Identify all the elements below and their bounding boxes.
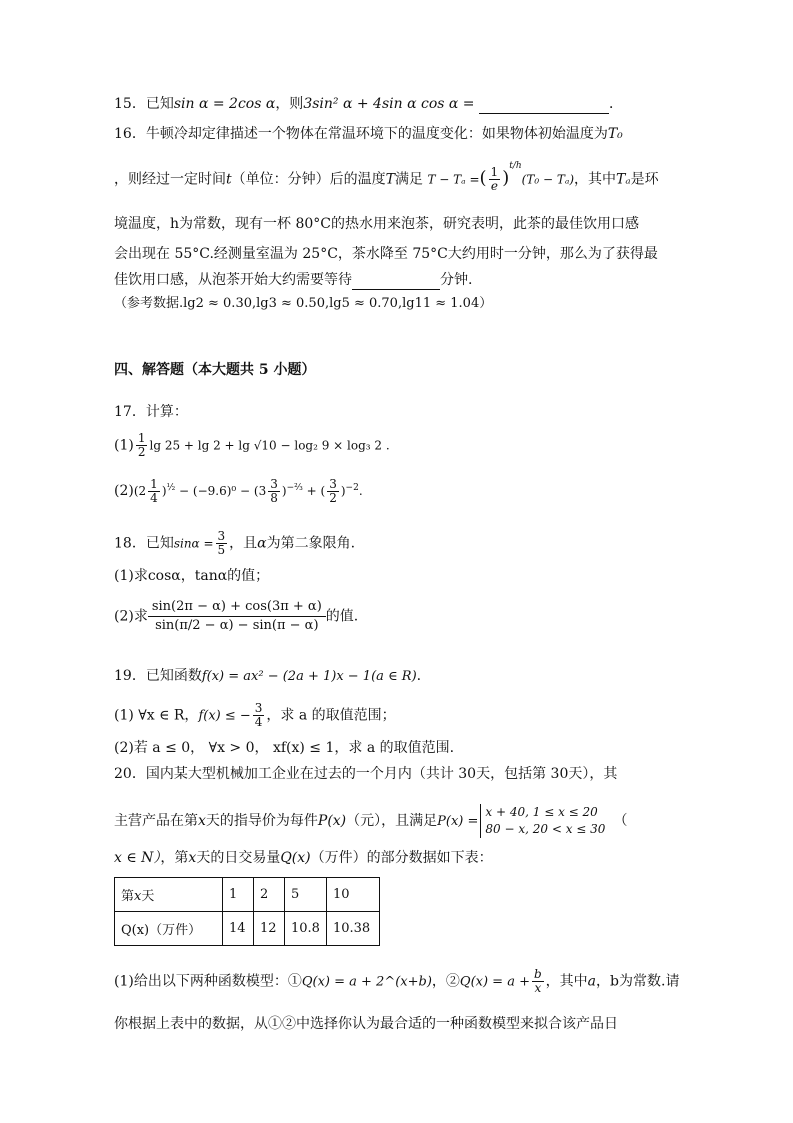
q17-p2-frac1-num: 1 [150, 477, 158, 491]
q20-line3-b: ，第 [160, 850, 189, 866]
q16-T: T [385, 171, 395, 188]
question-17 [114, 402, 188, 422]
table-cell: 14 [223, 912, 254, 946]
q19-p1-expr: f(x) ≤ − [198, 708, 251, 724]
question-20-line2 [114, 804, 627, 838]
q19-part2: (2)若 a ≤ 0， ∀x > 0， xf(x) ≤ 1，求 a 的取值范围. [114, 740, 455, 756]
table-cell: 1 [223, 878, 254, 912]
q18-p2-end: 的值. [325, 608, 359, 625]
q18-part2 [114, 598, 358, 635]
q17-p2-label: (2) [114, 483, 134, 499]
q16-answer-blank [352, 275, 440, 290]
q18-frac-num: 3 [217, 529, 226, 543]
q18-frac-den: 5 [217, 543, 226, 557]
q17-p2-frac1-den: 4 [150, 491, 158, 505]
table-header-day-a: 第 [121, 889, 135, 904]
q16-formula-lhs: T − Tₐ = [427, 172, 480, 187]
q17-p1-frac-num: 1 [137, 431, 146, 445]
q16-T0: T₀ [607, 126, 623, 142]
q16-formula-frac [489, 166, 501, 193]
q20-model1: Q(x) = a + 2^(x+b) [301, 974, 432, 990]
q17-p2-exp3: −2 [345, 483, 359, 493]
question-16-line2: ，则经过一定时间t（单位：分钟）后的温度T满足 T − Tₐ =( $\frac{1}{e}$ )$^{t/h}$(T₀ − Tₐ)，其中Tₐ是环 [114, 161, 659, 194]
q18-number: 18． [114, 535, 146, 552]
q16-formula-exp: t/h [509, 161, 522, 171]
q20-alpha: a [587, 973, 597, 990]
q17-p2-frac3 [327, 478, 339, 505]
q15-expr1: sin α = 2cos α [173, 96, 276, 112]
table-header-q: Q(x)（万件） [115, 912, 223, 946]
question-16-line5 [114, 270, 472, 290]
question-19 [114, 666, 421, 687]
q19-part1 [114, 702, 396, 729]
q20-Px: P(x) [317, 813, 347, 829]
q17-part1 [114, 432, 390, 459]
q20-x-2: x [188, 850, 197, 866]
q17-p2-frac3-num: 3 [329, 477, 337, 491]
q17-p2-exp2: −⅔ [286, 483, 303, 493]
q17-part2 [114, 478, 363, 505]
q17-p2-frac2-den: 8 [270, 491, 278, 505]
q16-line5-b: 分钟. [440, 272, 473, 288]
question-20-line1 [114, 764, 617, 784]
q20-case2: 80 − x, 20 < x ≤ 30 [485, 822, 606, 836]
q16-t: t [226, 171, 232, 188]
table-cell: 2 [254, 878, 285, 912]
q20-line2-c: （元），且满足 [346, 813, 438, 829]
q20-Px-eq: P(x) = [437, 814, 479, 829]
q20-p1-b: ，其中 [545, 973, 588, 990]
q18-p2-frac [148, 598, 326, 635]
q16-line1: 牛顿冷却定律描述一个物体在常温环境下的温度变化：如果物体初始温度为 [145, 126, 608, 142]
question-16-line4: 会出现在 55°C.经测量室温为 25°C，茶水降至 75°C大约用时一分钟，那么为了获得最 [114, 246, 658, 262]
q16-Ta: Tₐ [616, 171, 631, 188]
q20-line1: 国内某大型机械加工企业在过去的一个月内（共计 30天，包括第 30天），其 [145, 766, 618, 782]
q17-p1-label: (1) [114, 437, 134, 454]
q17-p2-frac2 [268, 478, 280, 505]
q20-line2-b: 天的指导价为每件 [205, 813, 318, 829]
q20-model2-frac [532, 968, 544, 995]
q20-model2-num: b [533, 967, 542, 981]
q19-p1-frac-num: 3 [254, 701, 263, 715]
q18-text-c: 为第二象限角. [266, 535, 356, 552]
q19-p1-frac [253, 702, 265, 729]
q20-line2-a: 主营产品在第 [114, 813, 198, 829]
q20-model2-den: x [534, 981, 542, 995]
q17-p1-frac [136, 432, 148, 459]
table-header-day-x: x [134, 889, 142, 904]
q17-p1-frac-den: 2 [137, 445, 146, 459]
q17-number: 17． [114, 404, 146, 420]
q20-x: x [198, 813, 206, 829]
q18-frac [216, 530, 228, 557]
q20-line3-a: x ∈ N） [114, 850, 161, 866]
q17-p2-part1: (2 [133, 484, 147, 498]
q20-paren-open: （ [613, 813, 628, 829]
question-18 [114, 530, 355, 557]
q20-p1-a: (1)给出以下两种函数模型： [114, 973, 288, 990]
q17-p2-frac3-den: 2 [329, 491, 337, 505]
q17-p1-expr: lg 25 + lg 2 + lg √10 − log₂ 9 × log₃ 2 . [149, 438, 390, 453]
q19-p1-a: (1) ∀x ∈ R， [114, 707, 199, 724]
q20-line3-c: 天的日交易量 [196, 850, 281, 866]
q15-answer-blank [479, 99, 609, 114]
q19-p1-frac-den: 4 [254, 715, 263, 729]
q16-number: 16． [114, 126, 146, 142]
q16-line2-b: （单位：分钟）后的温度 [231, 171, 386, 188]
q20-part1-line2: 你根据上表中的数据，从①②中选择你认为最合适的一种函数模型来拟合该产品日 [114, 1016, 618, 1032]
q15-text-a: 已知 [145, 96, 174, 112]
q16-frac-num: 1 [490, 165, 499, 180]
q18-text-b: ，且 [229, 535, 258, 552]
table-header-day-b: 天 [141, 889, 155, 904]
q16-frac-den: e [490, 179, 498, 194]
q18-sin-expr: sinα = [173, 536, 214, 551]
q17-p2-formula: (2 $\frac{1}{4}$ )$^{\frac{1}{2}}$ − (−9.6)⁰ − (3 $\frac{3}{8}$ )$^{-\frac{2}{3}}$ + ( $\frac{3}{2}$ )$^{-2}$. [133, 477, 363, 505]
q15-expr2: 3sin² α + 4sin α cos α = [303, 96, 475, 112]
q18-part1: (1)求cosα，tanα的值； [114, 568, 270, 584]
q20-model2-a: Q(x) = a + [459, 974, 530, 990]
q15-number: 15． [114, 96, 146, 112]
q16-line2-a: ，则经过一定时间 [114, 171, 226, 188]
q17-p2-frac2-num: 3 [270, 477, 278, 491]
q17-p2-frac1 [148, 478, 160, 505]
table-cell: 10.8 [285, 912, 327, 946]
q16-formula-rhs: (T₀ − Tₐ) [521, 172, 575, 187]
q20-model2-mark: ，② [431, 973, 460, 990]
q19-end: . [416, 668, 422, 684]
q16-reference: （参考数据.lg2 ≈ 0.30,lg3 ≈ 0.50,lg5 ≈ 0.70,lg11 ≈ 1.04） [114, 296, 493, 311]
table-header-day [115, 878, 223, 912]
q17-title: 计算： [145, 404, 188, 420]
q16-line2-d: ，其中 [574, 171, 617, 188]
q20-model1-mark: ① [287, 973, 302, 990]
section-4-title: 四、解答题（本大题共 5 小题） [114, 362, 316, 378]
table-cell: 10 [326, 878, 379, 912]
q20-case1: x + 40, 1 ≤ x ≤ 20 [485, 805, 598, 819]
question-16-line1 [114, 124, 623, 144]
q20-Qx: Q(x) [280, 850, 311, 866]
q19-func: f(x) = ax² − (2a + 1)x − 1(a ∈ R) [201, 669, 417, 684]
q16-line2-e: 是环 [630, 171, 659, 188]
q17-p2-exp1: ½ [166, 483, 176, 493]
q20-line3-d: （万件）的部分数据如下表： [310, 850, 493, 866]
q20-part1-line1 [114, 968, 679, 995]
q15-end: ． [608, 96, 623, 112]
q20-piecewise [480, 804, 605, 838]
q16-line2-c: 满足 [394, 171, 423, 188]
q18-p2-den: sin(π/2 − α) − sin(π − α) [155, 618, 319, 633]
table-cell: 5 [285, 878, 327, 912]
q18-p2-num: sin(2π − α) + cos(3π + α) [148, 598, 326, 617]
q18-text-a: 已知 [145, 535, 174, 552]
q16-line5-a: 佳饮用口感，从泡茶开始大约需要等待 [114, 272, 352, 288]
question-16-line3: 境温度，h为常数，现有一杯 80°C的热水用来泡茶，研究表明，此茶的最佳饮用口感 [114, 216, 639, 232]
q19-text-a: 已知函数 [145, 668, 202, 684]
table-row [115, 878, 380, 912]
question-15 [114, 94, 623, 114]
question-20-line3 [114, 848, 493, 868]
q19-number: 19． [114, 668, 146, 684]
table-cell: 12 [254, 912, 285, 946]
q18-p2-label: (2)求 [114, 608, 148, 625]
q18-alpha: α [257, 535, 267, 552]
q15-text-b: ，则 [275, 96, 304, 112]
table-row [115, 912, 380, 946]
q19-p1-b: ，求 a 的取值范围； [266, 707, 396, 724]
q20-number: 20． [114, 766, 146, 782]
table-cell: 10.38 [326, 912, 379, 946]
q20-p1-c: ，b为常数.请 [596, 973, 680, 990]
q20-data-table [114, 877, 380, 946]
